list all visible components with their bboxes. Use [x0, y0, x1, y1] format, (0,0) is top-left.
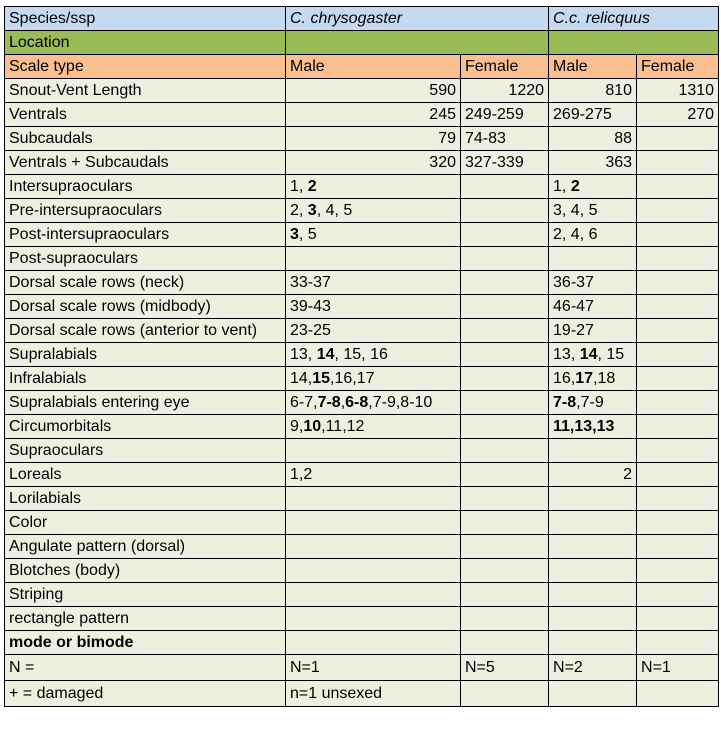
cell-female-2 [637, 535, 719, 559]
cell-male-2 [549, 559, 637, 583]
cell-male-2: 11,13,13 [549, 415, 637, 439]
value-part: 14, [290, 369, 313, 387]
cell-male-1 [286, 391, 461, 415]
cell-male-2 [549, 343, 637, 367]
value-part: 6-7, [290, 393, 318, 411]
cell-male-2 [549, 247, 637, 271]
row-label: Circumorbitals [5, 415, 286, 439]
cell-male-2 [549, 535, 637, 559]
row-label: Loreals [5, 463, 286, 487]
cell-female-2: 270 [637, 103, 719, 127]
cell-female-2 [637, 511, 719, 535]
row-label: Infralabials [5, 367, 286, 391]
cell-male-1: 1,2 [286, 463, 461, 487]
cell-female-1 [461, 343, 549, 367]
cell-male-1 [286, 487, 461, 511]
cell-male-1: 590 [286, 79, 461, 103]
cell-female-1 [461, 271, 549, 295]
cell-male-1: 39-43 [286, 295, 461, 319]
row-label: Subcaudals [5, 127, 286, 151]
location-row [5, 31, 719, 55]
cell-female-2 [637, 367, 719, 391]
value-part: ,7-9 [576, 393, 604, 411]
cell-male-2: 36-37 [549, 271, 637, 295]
cell-male-1 [286, 199, 461, 223]
value-part: 13, [290, 345, 317, 363]
cell-female-2 [637, 175, 719, 199]
value-part: 1, [553, 177, 571, 195]
row-label: Intersupraoculars [5, 175, 286, 199]
cell-female-1: N=5 [461, 655, 549, 681]
cell-female-2 [637, 681, 719, 707]
table-row [5, 439, 719, 463]
table-row [5, 607, 719, 631]
cell-female-2 [637, 487, 719, 511]
value-part: ,16,17 [330, 369, 375, 387]
cell-male-1 [286, 343, 461, 367]
male-header-1: Male [286, 55, 461, 79]
value-part-bold: 14 [316, 345, 335, 363]
value-part-bold: 17 [575, 369, 594, 387]
cell-male-2 [549, 631, 637, 655]
value-part: 16, [553, 369, 576, 387]
cell-female-1 [461, 535, 549, 559]
value-part-bold: 3 [290, 225, 299, 243]
value-part: 2, [290, 201, 308, 219]
cell-male-1: 320 [286, 151, 461, 175]
row-label: Color [5, 511, 286, 535]
cell-female-1 [461, 631, 549, 655]
row-label: Ventrals [5, 103, 286, 127]
table-row [5, 655, 719, 681]
species-data-table [4, 6, 719, 707]
value-part: 1, [290, 177, 308, 195]
table-row [5, 319, 719, 343]
scale-type-row [5, 55, 719, 79]
cell-female-1 [461, 175, 549, 199]
cell-female-1 [461, 247, 549, 271]
cell-female-1: 249-259 [461, 103, 549, 127]
row-label: mode or bimode [5, 631, 286, 655]
cell-male-1 [286, 175, 461, 199]
value-part: , 15, 16 [334, 345, 388, 363]
table-row [5, 583, 719, 607]
cell-female-1 [461, 439, 549, 463]
location-cell-1 [286, 31, 549, 55]
cell-female-2 [637, 607, 719, 631]
cell-female-1 [461, 607, 549, 631]
species-name-chrysogaster: C. chrysogaster [286, 7, 549, 31]
value-part: , 4, 5 [316, 201, 353, 219]
species-name-relicquus: C.c. relicquus [549, 7, 719, 31]
cell-male-2: 2, 4, 6 [549, 223, 637, 247]
cell-female-1: 327-339 [461, 151, 549, 175]
row-label: Dorsal scale rows (anterior to vent) [5, 319, 286, 343]
row-label: + = damaged [5, 681, 286, 707]
species-row [5, 7, 719, 31]
row-label: Post-intersupraoculars [5, 223, 286, 247]
table-row [5, 511, 719, 535]
cell-male-2: 46-47 [549, 295, 637, 319]
table-row [5, 151, 719, 175]
cell-female-1 [461, 199, 549, 223]
cell-male-1: n=1 unsexed [286, 681, 461, 707]
value-part: ,11,12 [321, 417, 365, 435]
cell-female-2 [637, 583, 719, 607]
cell-male-2: 3, 4, 5 [549, 199, 637, 223]
cell-female-2 [637, 319, 719, 343]
table-row [5, 463, 719, 487]
row-label: rectangle pattern [5, 607, 286, 631]
value-part: , 5 [298, 225, 317, 243]
row-label: Post-supraoculars [5, 247, 286, 271]
row-label: Angulate pattern (dorsal) [5, 535, 286, 559]
cell-male-2 [549, 681, 637, 707]
cell-male-1 [286, 247, 461, 271]
value-part-bold: 2 [570, 177, 580, 195]
row-label: Striping [5, 583, 286, 607]
cell-male-2: 88 [549, 127, 637, 151]
row-label: Blotches (body) [5, 559, 286, 583]
cell-female-2 [637, 343, 719, 367]
value-part: , 15 [597, 345, 625, 363]
table-row [5, 223, 719, 247]
table-row [5, 127, 719, 151]
value-part: 13, [553, 345, 580, 363]
table-row [5, 247, 719, 271]
cell-female-1 [461, 391, 549, 415]
value-part-bold: 7-8 [553, 393, 577, 411]
cell-male-1 [286, 607, 461, 631]
cell-female-2 [637, 559, 719, 583]
table-row [5, 271, 719, 295]
cell-female-1 [461, 415, 549, 439]
cell-female-2 [637, 391, 719, 415]
cell-male-1: 245 [286, 103, 461, 127]
location-cell-2 [549, 31, 719, 55]
cell-male-2: 2 [549, 463, 637, 487]
table-row [5, 175, 719, 199]
cell-male-2: 363 [549, 151, 637, 175]
row-label: Dorsal scale rows (neck) [5, 271, 286, 295]
cell-female-2 [637, 223, 719, 247]
table-row [5, 391, 719, 415]
row-label: Supralabials entering eye [5, 391, 286, 415]
value-part-bold: 10 [303, 417, 322, 435]
value-part-bold: 6-8 [345, 393, 369, 411]
cell-female-2 [637, 463, 719, 487]
table-row [5, 343, 719, 367]
male-header-2: Male [549, 55, 637, 79]
cell-female-2 [637, 631, 719, 655]
value-part-bold: 7-8 [317, 393, 341, 411]
cell-male-1 [286, 439, 461, 463]
cell-female-2 [637, 415, 719, 439]
cell-male-1 [286, 367, 461, 391]
cell-male-1: 79 [286, 127, 461, 151]
table-row [5, 103, 719, 127]
cell-male-2: N=2 [549, 655, 637, 681]
cell-male-2: 810 [549, 79, 637, 103]
cell-female-2: 1310 [637, 79, 719, 103]
cell-male-2 [549, 175, 637, 199]
cell-female-1: 74-83 [461, 127, 549, 151]
cell-male-1: 33-37 [286, 271, 461, 295]
cell-male-1: N=1 [286, 655, 461, 681]
cell-male-2 [549, 487, 637, 511]
cell-male-2 [549, 367, 637, 391]
cell-male-1 [286, 631, 461, 655]
value-part: 9, [290, 417, 304, 435]
cell-female-1 [461, 583, 549, 607]
cell-male-2 [549, 583, 637, 607]
table-row [5, 535, 719, 559]
cell-female-2 [637, 199, 719, 223]
cell-female-2 [637, 151, 719, 175]
cell-male-1 [286, 535, 461, 559]
cell-female-1 [461, 681, 549, 707]
table-row [5, 367, 719, 391]
female-header-2: Female [637, 55, 719, 79]
cell-male-1 [286, 583, 461, 607]
cell-female-2 [637, 247, 719, 271]
female-header-1: Female [461, 55, 549, 79]
table-row [5, 559, 719, 583]
cell-female-1 [461, 223, 549, 247]
location-label: Location [5, 31, 286, 55]
cell-female-1 [461, 367, 549, 391]
table-row [5, 295, 719, 319]
table-row [5, 79, 719, 103]
cell-female-1 [461, 295, 549, 319]
cell-female-1 [461, 487, 549, 511]
cell-female-2: N=1 [637, 655, 719, 681]
value-part-bold: 14 [579, 345, 598, 363]
species-header-label: Species/ssp [5, 7, 286, 31]
table-row [5, 631, 719, 655]
table-row [5, 415, 719, 439]
value-part: ,7-9,8-10 [368, 393, 433, 411]
table-row [5, 487, 719, 511]
row-label: Ventrals + Subcaudals [5, 151, 286, 175]
cell-female-1: 1220 [461, 79, 549, 103]
cell-female-2 [637, 439, 719, 463]
row-label: Dorsal scale rows (midbody) [5, 295, 286, 319]
row-label: Supralabials [5, 343, 286, 367]
table-row [5, 199, 719, 223]
cell-female-2 [637, 295, 719, 319]
table-row [5, 681, 719, 707]
cell-female-1 [461, 463, 549, 487]
value-part-bold: 2 [307, 177, 317, 195]
cell-male-1: 23-25 [286, 319, 461, 343]
value-part-bold: 15 [312, 369, 331, 387]
cell-male-1 [286, 415, 461, 439]
row-label: N = [5, 655, 286, 681]
scale-type-label: Scale type [5, 55, 286, 79]
cell-male-2 [549, 439, 637, 463]
cell-female-1 [461, 511, 549, 535]
value-part: ,18 [593, 369, 616, 387]
cell-male-1 [286, 223, 461, 247]
cell-female-2 [637, 271, 719, 295]
cell-male-2 [549, 607, 637, 631]
cell-female-1 [461, 559, 549, 583]
cell-male-2 [549, 391, 637, 415]
row-label: Supraoculars [5, 439, 286, 463]
row-label: Snout-Vent Length [5, 79, 286, 103]
cell-female-1 [461, 319, 549, 343]
cell-male-1 [286, 511, 461, 535]
row-label: Lorilabials [5, 487, 286, 511]
row-label: Pre-intersupraoculars [5, 199, 286, 223]
cell-male-2: 19-27 [549, 319, 637, 343]
cell-male-2: 269-275 [549, 103, 637, 127]
cell-male-2 [549, 511, 637, 535]
value-part-bold: 3 [307, 201, 317, 219]
value-part: , [340, 393, 346, 411]
cell-female-2 [637, 127, 719, 151]
cell-male-1 [286, 559, 461, 583]
